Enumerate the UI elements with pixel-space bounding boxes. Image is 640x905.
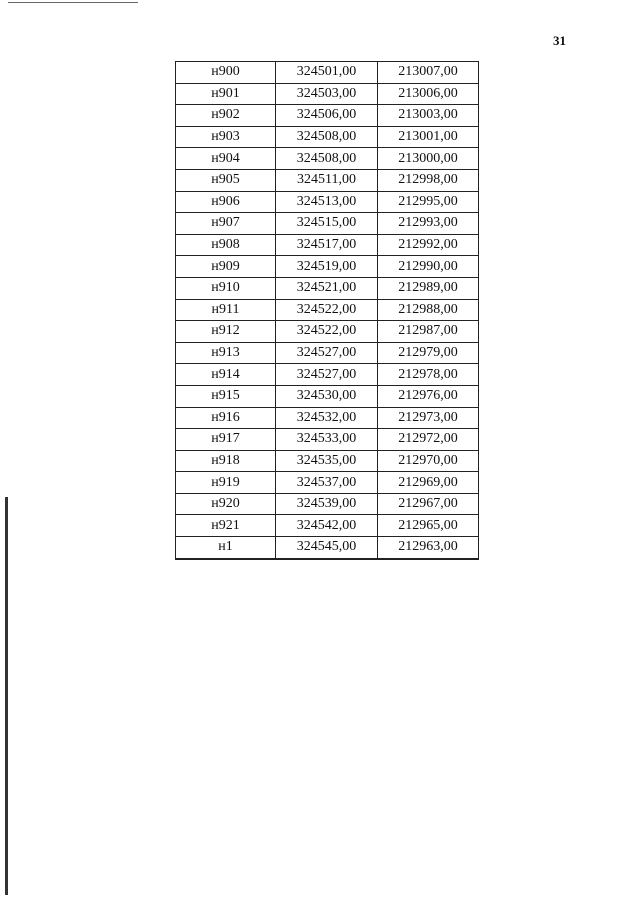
point-id-cell: н906 <box>176 191 276 213</box>
coordinates-table <box>175 61 479 560</box>
x-coordinate-cell: 324527,00 <box>276 364 378 386</box>
table-row <box>176 364 479 386</box>
point-id-cell: н916 <box>176 407 276 429</box>
x-coordinate-cell: 324519,00 <box>276 256 378 278</box>
x-coordinate-cell: 324530,00 <box>276 385 378 407</box>
point-id-cell: н1 <box>176 537 276 559</box>
point-id-cell: н902 <box>176 105 276 127</box>
table-row <box>176 83 479 105</box>
point-id-cell: н910 <box>176 277 276 299</box>
x-coordinate-cell: 324517,00 <box>276 234 378 256</box>
point-id-cell: н912 <box>176 321 276 343</box>
point-id-cell: н920 <box>176 493 276 515</box>
point-id-cell: н921 <box>176 515 276 537</box>
y-coordinate-cell: 212995,00 <box>378 191 479 213</box>
x-coordinate-cell: 324501,00 <box>276 62 378 84</box>
x-coordinate-cell: 324506,00 <box>276 105 378 127</box>
table-row <box>176 299 479 321</box>
table-row <box>176 256 479 278</box>
x-coordinate-cell: 324513,00 <box>276 191 378 213</box>
y-coordinate-cell: 212989,00 <box>378 277 479 299</box>
point-id-cell: н917 <box>176 429 276 451</box>
y-coordinate-cell: 213000,00 <box>378 148 479 170</box>
x-coordinate-cell: 324522,00 <box>276 299 378 321</box>
table-row <box>176 234 479 256</box>
table-row <box>176 407 479 429</box>
table-row <box>176 342 479 364</box>
table-row <box>176 62 479 84</box>
x-coordinate-cell: 324511,00 <box>276 169 378 191</box>
table-row <box>176 450 479 472</box>
table-row <box>176 148 479 170</box>
table-row <box>176 169 479 191</box>
y-coordinate-cell: 212992,00 <box>378 234 479 256</box>
point-id-cell: н918 <box>176 450 276 472</box>
y-coordinate-cell: 213007,00 <box>378 62 479 84</box>
top-rule <box>8 2 138 3</box>
y-coordinate-cell: 213006,00 <box>378 83 479 105</box>
table-row <box>176 105 479 127</box>
y-coordinate-cell: 212963,00 <box>378 537 479 559</box>
y-coordinate-cell: 212976,00 <box>378 385 479 407</box>
table-row <box>176 321 479 343</box>
y-coordinate-cell: 213001,00 <box>378 126 479 148</box>
y-coordinate-cell: 213003,00 <box>378 105 479 127</box>
x-coordinate-cell: 324535,00 <box>276 450 378 472</box>
page-number: 31 <box>553 33 566 48</box>
y-coordinate-cell: 212967,00 <box>378 493 479 515</box>
coordinates-table-body <box>176 62 479 559</box>
x-coordinate-cell: 324521,00 <box>276 277 378 299</box>
x-coordinate-cell: 324508,00 <box>276 126 378 148</box>
table-row <box>176 537 479 559</box>
x-coordinate-cell: 324539,00 <box>276 493 378 515</box>
y-coordinate-cell: 212973,00 <box>378 407 479 429</box>
x-coordinate-cell: 324545,00 <box>276 537 378 559</box>
x-coordinate-cell: 324537,00 <box>276 472 378 494</box>
x-coordinate-cell: 324542,00 <box>276 515 378 537</box>
y-coordinate-cell: 212970,00 <box>378 450 479 472</box>
x-coordinate-cell: 324508,00 <box>276 148 378 170</box>
point-id-cell: н919 <box>176 472 276 494</box>
table-row <box>176 126 479 148</box>
table-row <box>176 429 479 451</box>
point-id-cell: н914 <box>176 364 276 386</box>
x-coordinate-cell: 324515,00 <box>276 213 378 235</box>
point-id-cell: н909 <box>176 256 276 278</box>
y-coordinate-cell: 212969,00 <box>378 472 479 494</box>
point-id-cell: н908 <box>176 234 276 256</box>
table-row <box>176 493 479 515</box>
point-id-cell: н905 <box>176 169 276 191</box>
x-coordinate-cell: 324503,00 <box>276 83 378 105</box>
point-id-cell: н903 <box>176 126 276 148</box>
table-row <box>176 385 479 407</box>
point-id-cell: н911 <box>176 299 276 321</box>
table-row <box>176 191 479 213</box>
point-id-cell: н900 <box>176 62 276 84</box>
scan-edge-mark <box>5 497 8 895</box>
y-coordinate-cell: 212998,00 <box>378 169 479 191</box>
point-id-cell: н904 <box>176 148 276 170</box>
y-coordinate-cell: 212978,00 <box>378 364 479 386</box>
table-row <box>176 515 479 537</box>
y-coordinate-cell: 212987,00 <box>378 321 479 343</box>
point-id-cell: н915 <box>176 385 276 407</box>
point-id-cell: н913 <box>176 342 276 364</box>
y-coordinate-cell: 212993,00 <box>378 213 479 235</box>
x-coordinate-cell: 324533,00 <box>276 429 378 451</box>
table-row <box>176 277 479 299</box>
table-row <box>176 213 479 235</box>
table-row <box>176 472 479 494</box>
y-coordinate-cell: 212990,00 <box>378 256 479 278</box>
x-coordinate-cell: 324522,00 <box>276 321 378 343</box>
point-id-cell: н901 <box>176 83 276 105</box>
y-coordinate-cell: 212979,00 <box>378 342 479 364</box>
point-id-cell: н907 <box>176 213 276 235</box>
y-coordinate-cell: 212972,00 <box>378 429 479 451</box>
x-coordinate-cell: 324532,00 <box>276 407 378 429</box>
y-coordinate-cell: 212965,00 <box>378 515 479 537</box>
x-coordinate-cell: 324527,00 <box>276 342 378 364</box>
y-coordinate-cell: 212988,00 <box>378 299 479 321</box>
